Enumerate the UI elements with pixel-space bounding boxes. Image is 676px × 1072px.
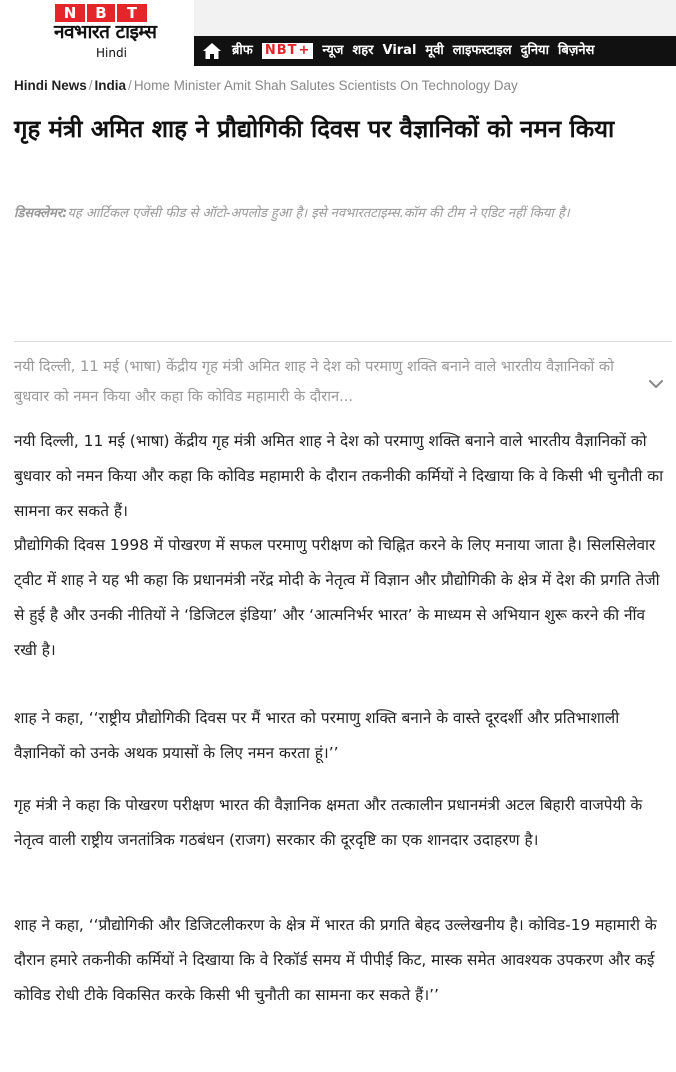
article-paragraph: शाह ने कहा, ‘‘प्रौद्योगिकी और डिजिटलीकरण के क्षेत्र में भारत की प्रगति बेहद उल्लेखनीय है। कोविड-19 महामारी के दौरान हमारे तकनीकी कर्मियों ने दिखाया कि वे रिकॉर्ड समय में पीपीई किट, मास्क समेत आवश्यक उपकरण और कई कोविड रोधी टीके विकसित करके किसी भी चुनौती का सामना कर सकते हैं।’’ [14, 916, 657, 1004]
plus-icon: + [298, 43, 311, 58]
article-summary[interactable]: नयी दिल्ली, 11 मई (भाषा) केंद्रीय गृह मंत्री अमित शाह ने देश को परमाणु शक्ति बनाने वाले भारतीय वैज्ञानिकों को बुधवार को नमन किया और कहा कि कोविड महामारी के दौरान... [14, 358, 614, 405]
nav-item-nbt-plus[interactable] [262, 43, 314, 59]
article-paragraph: प्रौद्योगिकी दिवस 1998 में पोखरण में सफल परमाणु परीक्षण को चिह्नित करने के लिए मनाया जाता है। सिलसिलेवार ट्वीट में शाह ने यह भी कहा कि प्रधानमंत्री नरेंद्र मोदी के नेतृत्व में विज्ञान और प्रौद्योगिकी के क्षेत्र में देश की प्रगति तेजी से हुई है और उनकी नीतियों ने ‘डिजिटल इंडिया’ और ‘आत्मनिर्भर भारत’ के माध्यम से अभियान शुरू करने की नींव रखी है। [14, 536, 660, 659]
site-header [0, 0, 676, 66]
nbt-plus-label: NBT [264, 43, 298, 58]
header-top-strip [194, 0, 676, 36]
breadcrumb-separator: / [128, 78, 132, 93]
nav-item-lifestyle[interactable]: लाइफस्टाइल [452, 43, 512, 58]
main-nav [194, 36, 676, 66]
breadcrumb-current: Home Minister Amit Shah Salutes Scientists On Technology Day [133, 78, 518, 93]
nav-home[interactable] [194, 36, 230, 66]
breadcrumb-home[interactable]: Hindi News [14, 78, 87, 93]
disclaimer-text: यह आर्टिकल एजेंसी फीड से ऑटो-अपलोड हुआ है। इसे नवभारतटाइम्स.कॉम की टीम ने एडिट नहीं किया है। [67, 206, 570, 221]
article-title: गृह मंत्री अमित शाह ने प्रौद्योगिकी दिवस पर वैज्ञानिकों को नमन किया [14, 115, 615, 143]
nav-item-news[interactable]: न्यूज [322, 43, 344, 58]
breadcrumb-separator: / [88, 78, 93, 93]
nav-item-city[interactable]: शहर [352, 43, 374, 58]
breadcrumb [14, 76, 518, 96]
nav-item-business[interactable]: बिज़नेस [557, 43, 595, 58]
nav-item-movie[interactable]: मूवी [425, 43, 444, 58]
article-paragraph: शाह ने कहा, ‘‘राष्ट्रीय प्रौद्योगिकी दिवस पर मैं भारत को परमाणु शक्ति बनाने के वास्ते दूरदर्शी और प्रतिभाशाली वैज्ञानिकों को उनके अथक प्रयासों के लिए नमन करता हूं।’’ [14, 709, 620, 762]
summary-divider [14, 341, 672, 342]
site-logo[interactable] [14, 0, 194, 66]
nav-item-brief[interactable]: ब्रीफ [232, 43, 253, 58]
disclaimer-label: डिसक्लेमर: [14, 206, 68, 221]
disclaimer [14, 202, 654, 225]
chevron-down-icon[interactable] [646, 374, 666, 394]
nav-item-viral[interactable]: Viral [382, 43, 417, 58]
article-paragraph: नयी दिल्ली, 11 मई (भाषा) केंद्रीय गृह मंत्री अमित शाह ने देश को परमाणु शक्ति बनाने वाले भारतीय वैज्ञानिकों को बुधवार को नमन किया और कहा कि कोविड महामारी के दौरान तकनीकी कर्मियों ने दिखाया कि वे किसी भी चुनौती का सामना कर सकते हैं। [14, 432, 664, 520]
logo-subtitle: Hindi [96, 46, 127, 60]
logo-letter-n: N [55, 4, 85, 22]
logo-name: नवभारत टाइम्स [54, 21, 157, 43]
home-icon [202, 42, 222, 60]
logo-letter-b: B [87, 4, 115, 22]
breadcrumb-section[interactable]: India [94, 78, 127, 93]
logo-letter-t: T [117, 4, 147, 22]
article-paragraph: गृह मंत्री ने कहा कि पोखरण परीक्षण भारत की वैज्ञानिक क्षमता और तत्कालीन प्रधानमंत्री अटल बिहारी वाजपेयी के नेतृत्व वाली राष्ट्रीय जनतांत्रिक गठबंधन (राजग) सरकार की दूरदृष्टि का एक शानदार उदाहरण है। [14, 796, 643, 849]
nav-item-world[interactable]: दुनिया [520, 43, 549, 58]
